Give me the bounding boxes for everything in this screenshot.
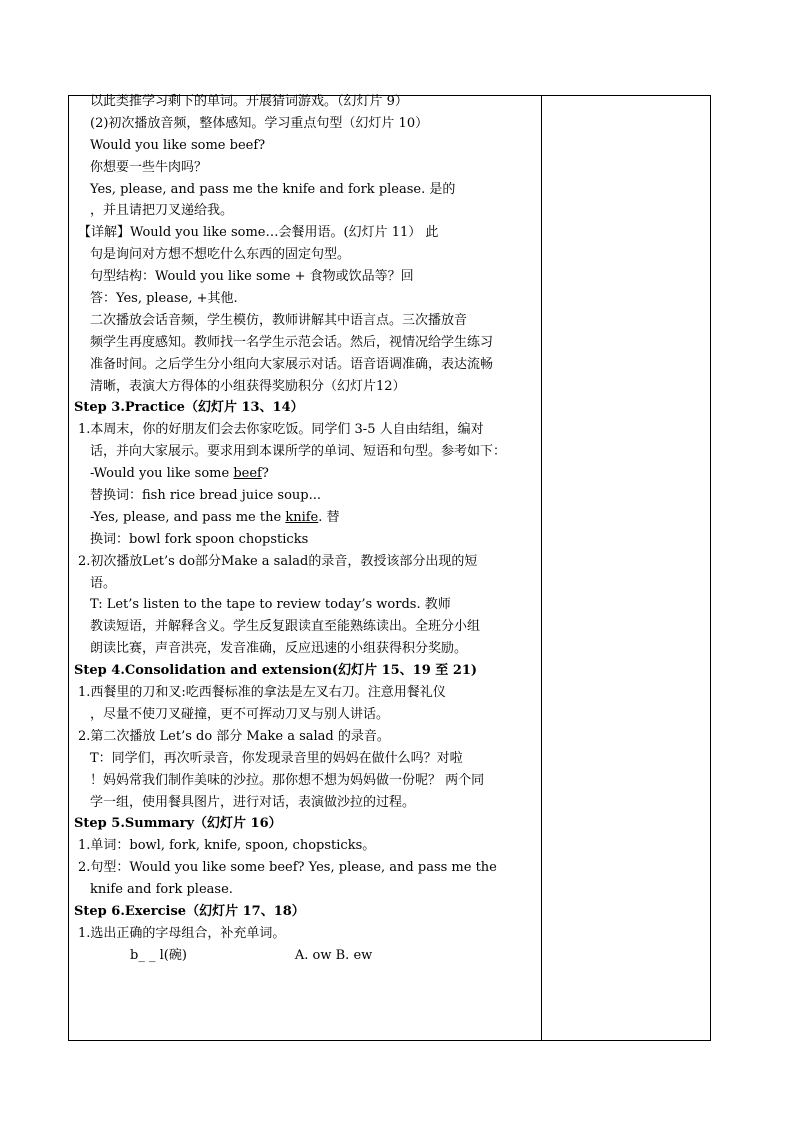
text-line: 你想要一些牛肉吗？	[90, 159, 208, 175]
text-line: 2.第二次播放 Let’s do 部分 Make a salad 的录音。	[78, 728, 390, 744]
step-heading: Step 6.Exercise（幻灯片 17、18）	[74, 903, 305, 919]
step-heading: Step 5.Summary（幻灯片 16）	[74, 816, 282, 832]
lesson-content	[74, 91, 542, 967]
text-segment: -Yes, please, and pass me the	[90, 509, 286, 525]
text-line: 1.本周末，你的好朋友们会去你家吃饭。同学们 3-5 人自由结组，编对	[78, 422, 484, 438]
text-segment: ?	[261, 466, 269, 482]
text-line: Would you like some beef?	[90, 137, 266, 153]
text-line: 2.句型：Would you like some beef? Yes, please, and pass me the	[78, 860, 497, 876]
text-line: ，尽量不使刀叉碰撞，更不可挥动刀叉与别人讲话。	[90, 706, 390, 722]
text-line: ，并且请把刀叉递给我。	[90, 203, 234, 219]
exercise-question: b_ _ l(碗)	[130, 947, 187, 963]
text-line: 1.选出正确的字母组合，补充单词。	[78, 925, 286, 941]
text-line: 换词：bowl fork spoon chopsticks	[90, 531, 309, 547]
text-line: 准备时间。之后学生分小组向大家展示对话。语音语调准确，表达流畅	[90, 356, 494, 372]
text-line: 替换词：fish rice bread juice soup...	[90, 488, 322, 504]
text-line: T: Let’s listen to the tape to review today’s words. 教师	[90, 597, 451, 613]
text-line: 话，并向大家展示。要求用到本课所学的单词、短语和句型。参考如下：	[90, 444, 507, 460]
text-segment: -Would you like some	[90, 466, 234, 482]
text-line: 句型结构：Would you like some + 食物或饮品等？回	[90, 269, 414, 285]
text-line	[74, 507, 542, 529]
text-line: Yes, please, and pass me the knife and fork please. 是的	[90, 181, 456, 197]
exercise-line	[74, 945, 542, 967]
text-line: 二次播放会话音频，学生模仿，教师讲解其中语言点。三次播放音	[90, 312, 468, 328]
text-line: 清晰，表演大方得体的小组获得奖励积分（幻灯片12）	[90, 378, 406, 394]
text-line: 答：Yes, please, +其他.	[90, 291, 238, 307]
text-line: 教读短语，并解释含义。学生反复跟读直至能熟练读出。全班分小组	[90, 619, 481, 635]
exercise-options: A. ow B. ew	[294, 947, 373, 963]
text-segment: . 替	[318, 509, 340, 525]
text-line: ！妈妈常我们制作美味的沙拉。那你想不想为妈妈做一份呢？ 两个同	[90, 772, 485, 788]
text-line: 频学生再度感知。教师找一名学生示范会话。然后，视情况给学生练习	[90, 334, 494, 350]
text-line: 2.初次播放Let’s do部分Make a salad的录音，教授该部分出现的短	[78, 553, 478, 569]
step-heading: Step 4.Consolidation and extension(幻灯片 15、19 至 21)	[74, 663, 478, 679]
text-line: (2)初次播放音频，整体感知。学习重点句型（幻灯片 10）	[90, 115, 429, 131]
text-line: 朗读比赛，声音洪亮，发音准确，反应迅速的小组获得积分奖励。	[90, 641, 468, 657]
text-line: T：同学们，再次听录音，你发现录音里的妈妈在做什么吗？对啦	[90, 750, 463, 766]
underlined-word: beef	[233, 466, 262, 482]
text-line: 以此类推学习剩下的单词。开展猜词游戏。（幻灯片 9）	[90, 94, 408, 109]
text-line: 1.单词：bowl, fork, knife, spoon, chopsticks。	[78, 838, 376, 854]
text-line: 语。	[90, 575, 117, 591]
text-line: 学一组，使用餐具图片，进行对话，表演做沙拉的过程。	[90, 794, 416, 810]
text-line: 【详解】Would you like some…会餐用语。(幻灯片 11） 此	[78, 225, 439, 241]
text-line: knife and fork please.	[90, 882, 233, 898]
text-line	[74, 463, 542, 485]
step-heading: Step 3.Practice（幻灯片 13、14）	[74, 400, 304, 416]
text-line: 句是询问对方想不想吃什么东西的固定句型。	[90, 247, 351, 263]
underlined-word: knife	[285, 509, 319, 525]
text-line: 1.西餐里的刀和叉:吃西餐标准的拿法是左叉右刀。注意用餐礼仪	[78, 685, 446, 701]
